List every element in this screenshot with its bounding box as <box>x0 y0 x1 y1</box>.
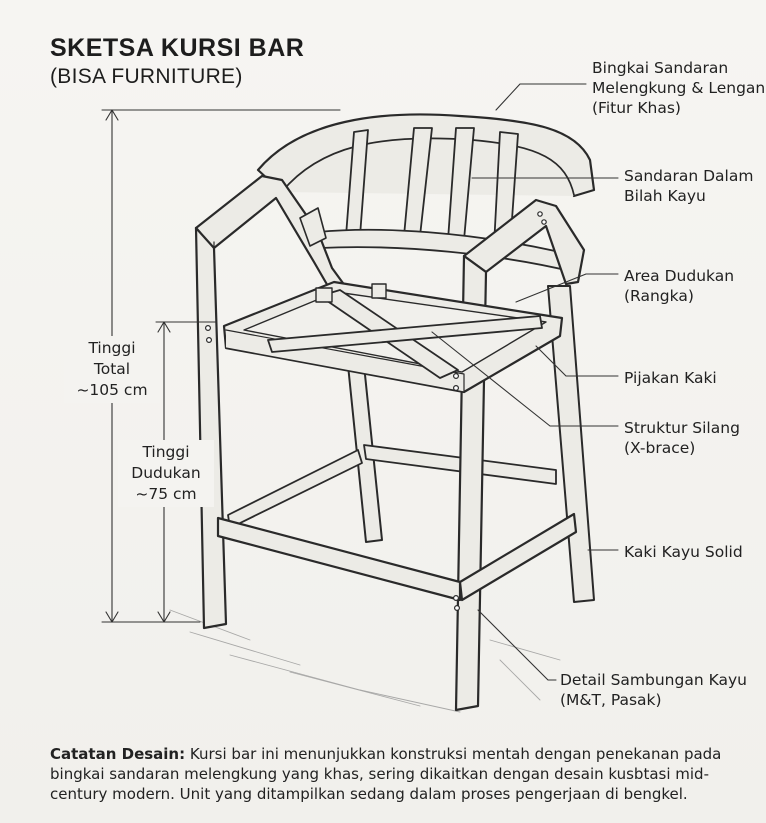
floor-hatching <box>170 575 560 712</box>
back-footrest <box>228 445 556 528</box>
front-left-leg <box>196 228 226 628</box>
label-solid-legs: Kaki Kayu Solid <box>624 543 743 561</box>
page-title: SKETSA KURSI BAR <box>50 34 305 62</box>
notes-body: Kursi bar ini menunjukkan konstruksi mentah dengan penekanan pada bingkai sandaran melengkung yang khas, sering dikaitkan dengan desain kusbtasi mid-century modern. Unit yang ditampilkan sedang dalam proses pengerjaan di bengkel. <box>50 745 722 803</box>
label-seat-area: Area Dudukan (Rangka) <box>624 267 735 305</box>
dowel-pegs <box>206 212 547 611</box>
label-inner-backrest: Sandaran Dalam Bilah Kayu <box>624 167 754 205</box>
total-height-label: Tinggi Total ~105 cm <box>64 336 160 403</box>
design-notes <box>50 744 750 804</box>
backrest-lower-rail <box>318 230 576 272</box>
label-joinery: Detail Sambungan Kayu (M&T, Pasak) <box>560 671 747 709</box>
page-subtitle: (BISA FURNITURE) <box>50 65 243 88</box>
label-backrest-frame: Bingkai Sandaran Melengkung & Lengan (Fitur Khas) <box>592 59 766 117</box>
notes-heading: Catatan Desain: <box>50 745 186 763</box>
seat-height-label: Tinggi Dudukan ~75 cm <box>118 440 214 507</box>
label-footrest: Pijakan Kaki <box>624 369 717 387</box>
label-cross-brace: Struktur Silang (X-brace) <box>624 419 740 457</box>
front-footrest <box>218 514 576 600</box>
